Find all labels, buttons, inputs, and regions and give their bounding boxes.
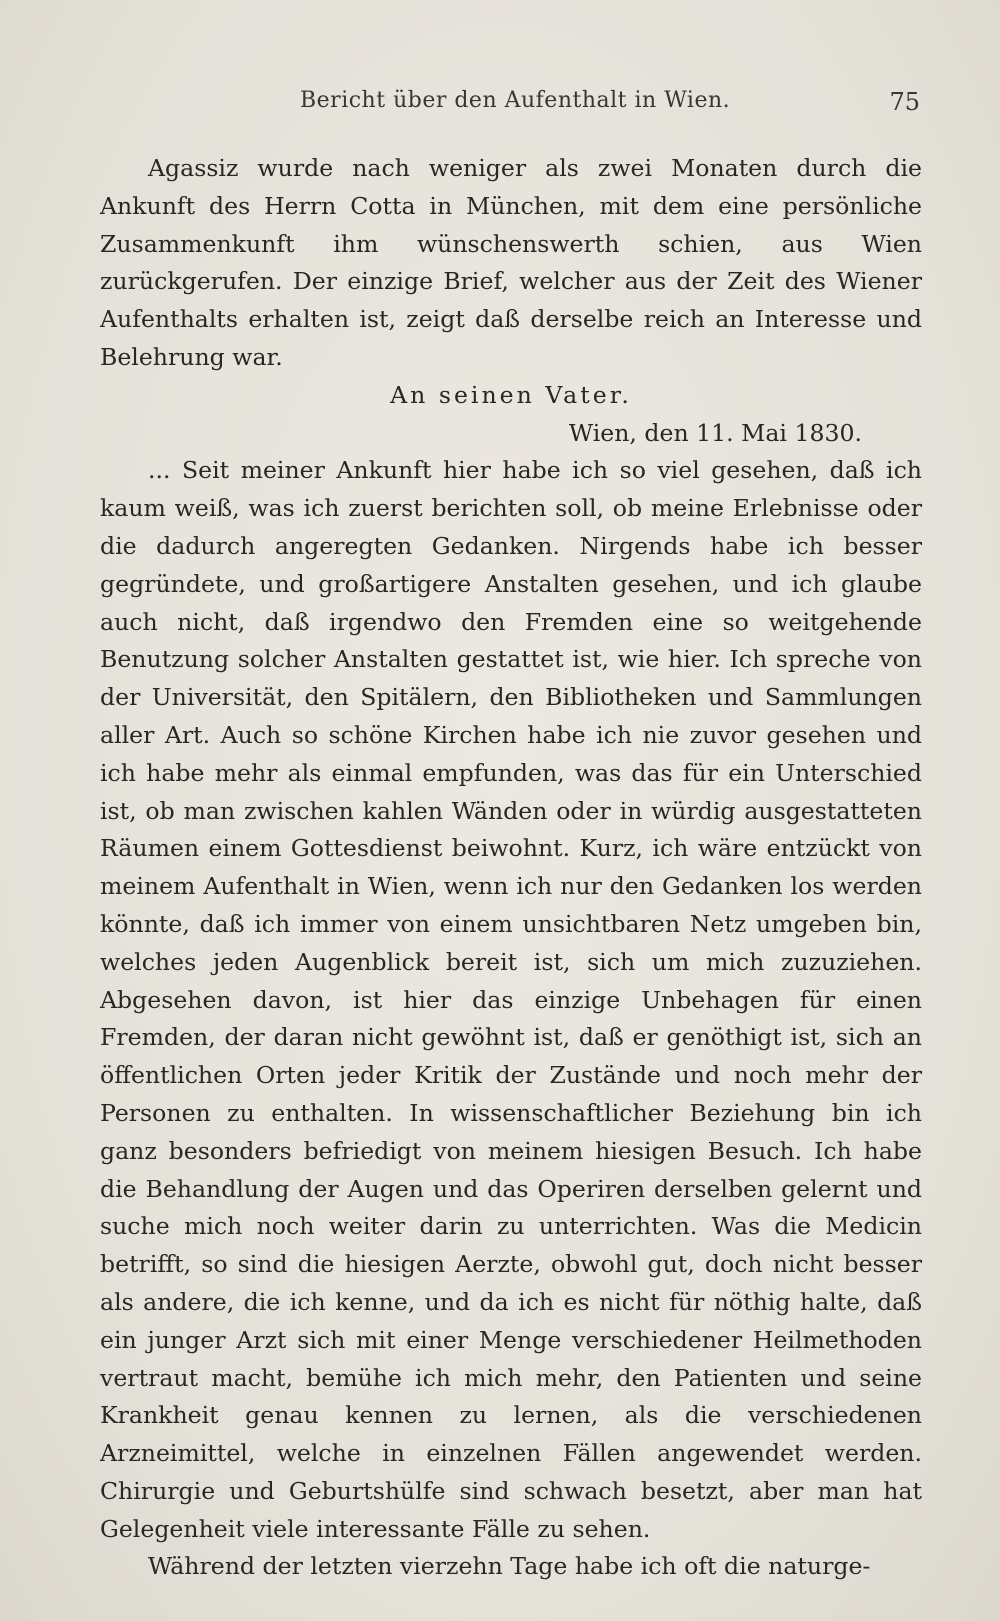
letter-body-paragraph: ... Seit meiner Ankunft hier habe ich so viel gesehen, daß ich kaum weiß, was ich zuerst berichten soll, ob meine Erlebnisse oder die dadurch angeregten Gedanken. Nirgends habe ich besser gegründete, und großartigere Anstalten gesehen, und ich glaube auch nicht, daß irgendwo den Fremden eine so weitgehende Benutzung solcher Anstalten gestattet ist, wie hier. Ich spreche von der Universität, den Spitälern, den Bibliotheken und Sammlungen aller Art. Auch so schöne Kirchen habe ich nie zuvor gesehen und ich habe mehr als einmal empfunden, was das für ein Unterschied ist, ob man zwischen kahlen Wänden oder in würdig ausgestatteten Räumen einem Gottesdienst beiwohnt. Kurz, ich wäre entzückt von meinem Aufenthalt in Wien, wenn ich nur den Gedanken los werden könnte, daß ich immer von einem unsichtbaren Netz umgeben bin, welches jeden Augenblick bereit ist, sich um mich zuzuziehen. Abgesehen davon, ist hier das einzige Unbehagen für einen Fremden, der daran nicht gewöhnt ist, daß er genöthigt ist, sich an öffentlichen Orten jeder Kritik der Zustände und noch mehr der Personen zu enthalten. In wissenschaftlicher Beziehung bin ich ganz besonders befriedigt von meinem hiesigen Besuch. Ich habe die Behandlung der Augen und das Operiren derselben gelernt und suche mich noch weiter darin zu unterrichten. Was die Medicin betrifft, so sind die hiesigen Aerzte, obwohl gut, doch nicht besser als andere, die ich kenne, und da ich es nicht für nöthig halte, daß ein junger Arzt sich mit einer Menge verschiedener Heilmethoden vertraut macht, bemühe ich mich mehr, den Patienten und seine Krankheit genau kennen zu lernen, als die verschiedenen Arzneimittel, welche in einzelnen Fällen angewendet werden. Chirurgie und Geburtshülfe sind schwach besetzt, aber man hat Gelegenheit viele interessante Fälle zu sehen. bbox=[100, 456, 922, 1543]
page-header bbox=[100, 88, 920, 128]
letter-heading: An seinen Vater. bbox=[390, 380, 632, 409]
intro-paragraph: Agassiz wurde nach weniger als zwei Monaten durch die Ankunft des Herrn Cotta in München, mit dem eine persönliche Zusammenkunft ihm wünschenswerth schien, aus Wien zurückgerufen. Der einzige Brief, welcher aus der Zeit des Wiener Aufenthalts erhalten ist, zeigt daß derselbe reich an Interesse und Belehrung war. bbox=[100, 154, 922, 371]
letter-dateline: Wien, den 11. Mai 1830. bbox=[568, 418, 862, 447]
body-text bbox=[100, 150, 922, 1586]
running-title: Bericht über den Aufenthalt in Wien. bbox=[300, 88, 731, 113]
closing-paragraph: Während der letzten vierzehn Tage habe ich oft die naturge- bbox=[148, 1552, 871, 1581]
page-number: 75 bbox=[889, 88, 920, 116]
